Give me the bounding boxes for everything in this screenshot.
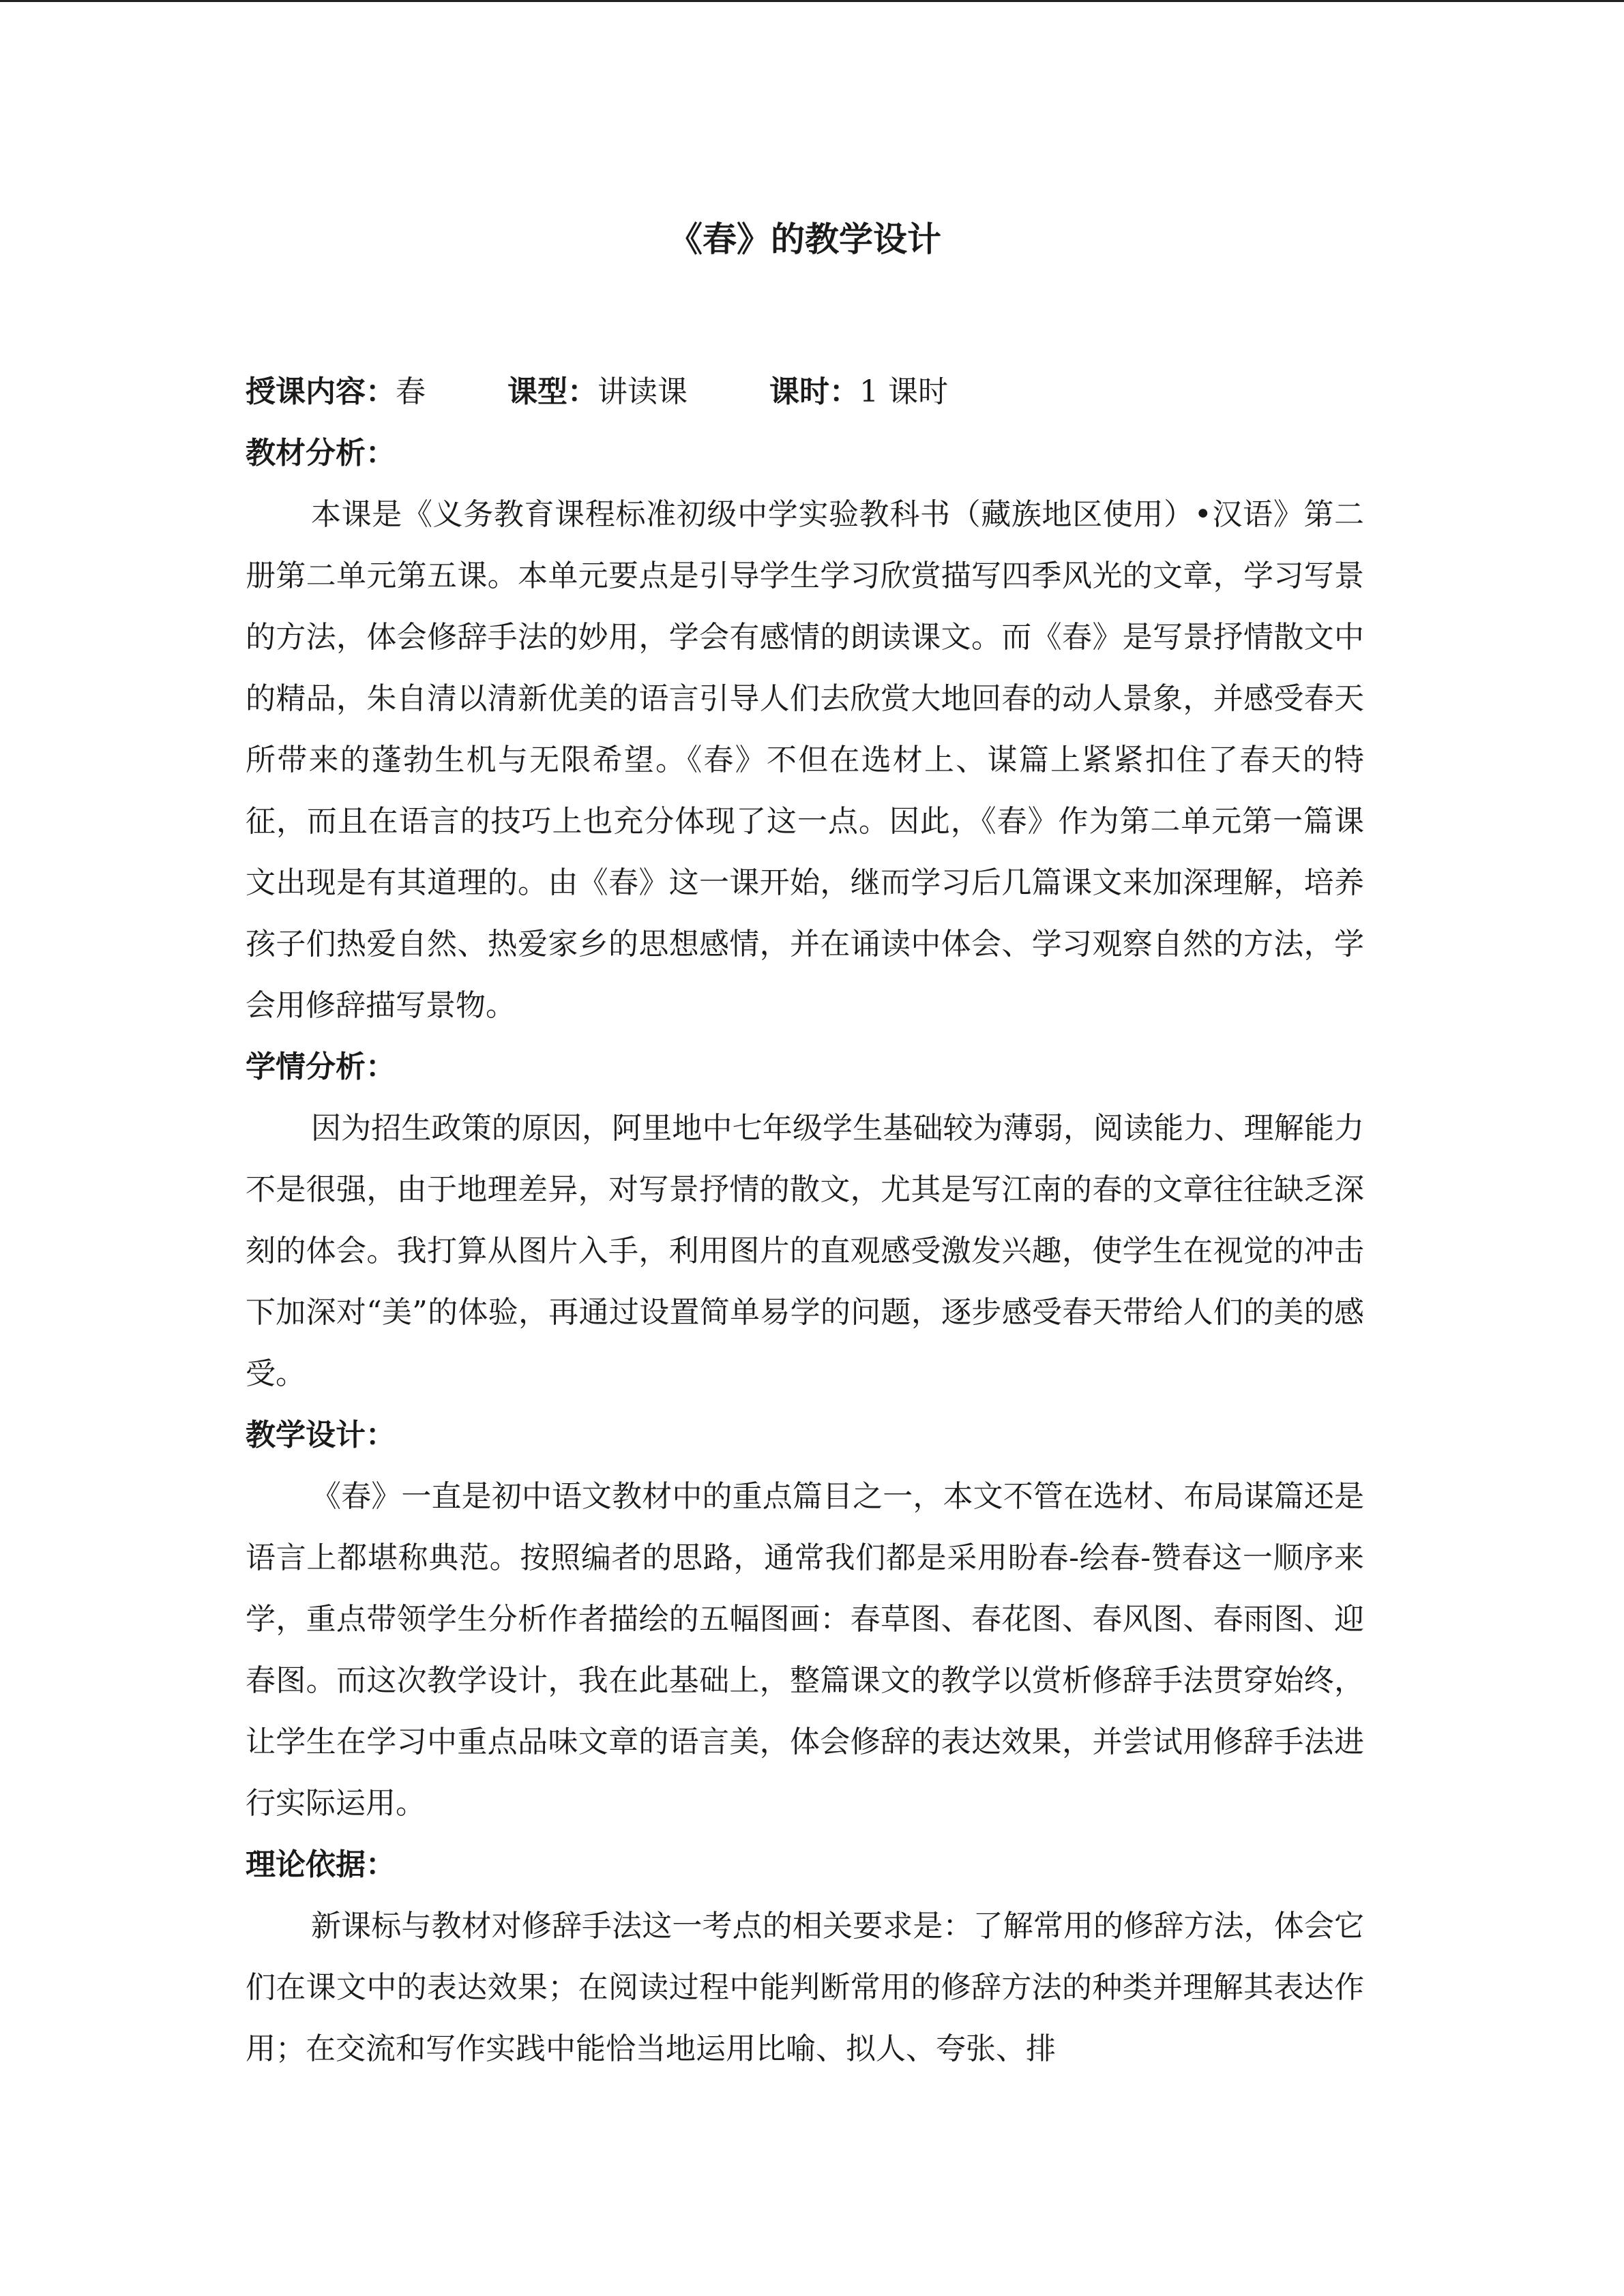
meta-label-content: 授课内容： (246, 374, 396, 409)
page-top-border (0, 0, 1624, 2)
document-title: 《春》的教学设计 (668, 220, 941, 259)
section-textbook-analysis (246, 423, 1364, 1037)
meta-value-hours: 1 课时 (859, 374, 948, 409)
section-theoretical-basis (246, 1834, 1364, 2080)
section-heading: 教材分析： (246, 436, 396, 471)
meta-label-hours: 课时： (769, 374, 859, 409)
section-student-analysis (246, 1037, 1364, 1405)
section-paragraph: 因为招生政策的原因，阿里地中七年级学生基础较为薄弱，阅读能力、理解能力不是很强，由于地理差异，对写景抒情的散文，尤其是写江南的春的文章往往缺乏深刻的体会。我打算从图片入手，利用图片的直观感受激发兴趣，使学生在视觉的冲击下加深对“美”的体验，再通过设置简单易学的问题，逐步感受春天带给人们的美的感受。 (246, 1111, 1364, 1391)
section-teaching-design (246, 1405, 1364, 1834)
section-paragraph: 新课标与教材对修辞手法这一考点的相关要求是：了解常用的修辞方法，体会它们在课文中的表达效果；在阅读过程中能判断常用的修辞方法的种类并理解其表达作用；在交流和写作实践中能恰当地运用比喻、拟人、夸张、排 (246, 1909, 1364, 2066)
meta-value-content: 春 (396, 374, 426, 409)
section-paragraph: 《春》一直是初中语文教材中的重点篇目之一，本文不管在选材、布局谋篇还是语言上都堪称典范。按照编者的思路，通常我们都是采用盼春-绘春-赞春这一顺序来学，重点带领学生分析作者描绘的五幅图画：春草图、春花图、春风图、春雨图、迎春图。而这次教学设计，我在此基础上，整篇课文的教学以赏析修辞手法贯穿始终，让学生在学习中重点品味文章的语言美，体会修辞的表达效果，并尝试用修辞手法进行实际运用。 (246, 1479, 1364, 1821)
section-heading: 教学设计： (246, 1418, 396, 1452)
meta-value-type: 讲读课 (597, 374, 688, 409)
document-body (246, 361, 1364, 2080)
course-meta-line (246, 361, 1364, 423)
section-paragraph: 本课是《义务教育课程标准初级中学实验教科书（藏族地区使用）•汉语》第二册第二单元第五课。本单元要点是引导学生学习欣赏描写四季风光的文章，学习写景的方法，体会修辞手法的妙用，学会有感情的朗读课文。而《春》是写景抒情散文中的精品，朱自清以清新优美的语言引导人们去欣赏大地回春的动人景象，并感受春天所带来的蓬勃生机与无限希望。《春》不但在选材上、谋篇上紧紧扣住了春天的特征，而且在语言的技巧上也充分体现了这一点。因此，《春》作为第二单元第一篇课文出现是有其道理的。由《春》这一课开始，继而学习后几篇课文来加深理解，培养孩子们热爱自然、热爱家乡的思想感情，并在诵读中体会、学习观察自然的方法，学会用修辞描写景物。 (246, 497, 1364, 1023)
section-heading: 理论依据： (246, 1847, 396, 1882)
meta-label-type: 课型： (507, 374, 597, 409)
section-heading: 学情分析： (246, 1049, 396, 1084)
